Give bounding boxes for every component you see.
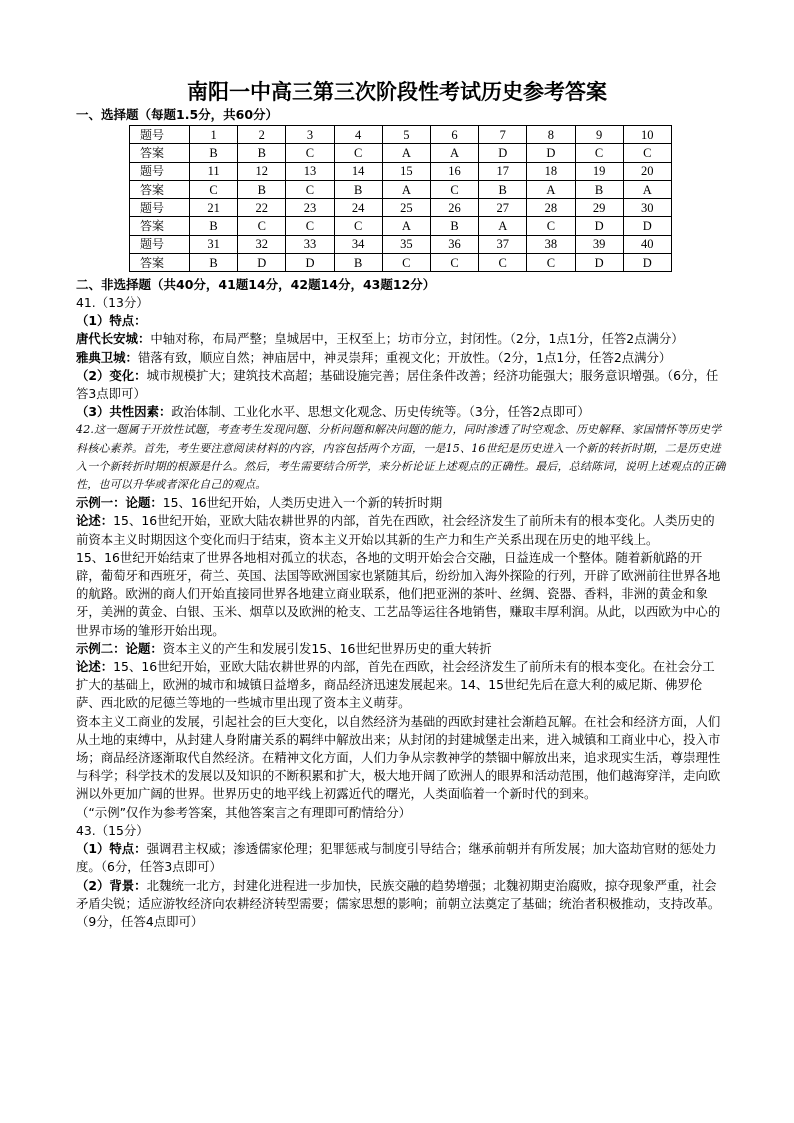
table-cell: B [190, 254, 238, 272]
q42-example2-topic [76, 640, 726, 658]
q41-athens [76, 349, 726, 367]
q42-example2-argument [76, 658, 726, 713]
table-cell: 5 [382, 126, 430, 144]
table-cell: 7 [479, 126, 527, 144]
table-cell: C [190, 180, 238, 198]
q43-part1-label: （1）特点： [76, 841, 147, 857]
table-cell: 32 [238, 235, 286, 253]
table-cell: 6 [430, 126, 478, 144]
table-cell: 30 [623, 199, 671, 217]
q41-part2 [76, 367, 726, 403]
table-cell: 22 [238, 199, 286, 217]
q43-part2-text: 北魏统一北方，封建化进程进一步加快，民族交融的趋势增强；北魏初期吏治腐败，掠夺现象严重，社会矛盾尖锐；适应游牧经济向农耕经济转型需要；儒家思想的影响；前朝立法奠定了基础；统治者积极推动，支持改革。（9分，任答4点即可） [76, 877, 721, 929]
q42-example1-paragraph2: 15、16世纪开始结束了世界各地相对孤立的状态，各地的文明开始会合交融，日益连成一个整体。随着新航路的开辟，葡萄牙和西班牙，荷兰、英国、法国等欧洲国家也紧随其后，纷纷加入海外探险的行列，开辟了欧洲前往世界各地的航路。欧洲的商人们开始直接同世界各地建立商业联系，他们把亚洲的茶叶、丝绸、瓷器、香料，非洲的黄金和象牙，美洲的黄金、白银、玉米、烟草以及欧洲的枪支、工艺品等运往各地销售，赚取丰厚利润。从此，以西欧为中心的世界市场的雏形开始出现。 [76, 549, 721, 638]
table-cell: 26 [430, 199, 478, 217]
table-cell: 28 [527, 199, 575, 217]
table-cell: 27 [479, 199, 527, 217]
table-cell: 3 [286, 126, 334, 144]
ex1-label: 示例一：论题： [76, 495, 163, 511]
table-row [130, 199, 672, 217]
table-row [130, 254, 672, 272]
table-row [130, 217, 672, 235]
table-cell: 36 [430, 235, 478, 253]
athens-text: 错落有致，顺应自然；神庙居中，神灵崇拜；重视文化；开放性。（2分，1点1分，任答2点满分） [137, 349, 672, 365]
table-cell: D [623, 217, 671, 235]
table-cell: B [190, 217, 238, 235]
table-row [130, 235, 672, 253]
ex2-label: 示例二：论题： [76, 640, 163, 656]
ex1-topic: 15、16世纪开始，人类历史进入一个新的转折时期 [162, 495, 443, 511]
table-cell: C [334, 144, 382, 162]
changan-label: 唐代长安城： [76, 331, 151, 347]
q41-heading: 41.（13分） [76, 295, 149, 310]
table-row-header: 答案 [130, 144, 190, 162]
table-cell: C [430, 254, 478, 272]
table-row-header: 题号 [130, 162, 190, 180]
table-cell: 13 [286, 162, 334, 180]
table-cell: C [527, 217, 575, 235]
table-row [130, 180, 672, 198]
table-cell: D [238, 254, 286, 272]
table-cell: 20 [623, 162, 671, 180]
table-cell: C [430, 180, 478, 198]
part2-text: 城市规模扩大；建筑技术高超；基础设施完善；居住条件改善；经济功能强大；服务意识增强。（6分，任答3点即可） [76, 367, 719, 402]
table-cell: C [286, 144, 334, 162]
q41-changan [76, 330, 726, 348]
q43-part2-label: （2）背景： [76, 877, 147, 893]
q42-example1-topic [76, 494, 726, 512]
table-cell: 37 [479, 235, 527, 253]
table-cell: D [286, 254, 334, 272]
table-cell: 2 [238, 126, 286, 144]
table-cell: C [527, 254, 575, 272]
table-cell: C [623, 144, 671, 162]
q43-part1-text: 强调君主权威；渗透儒家伦理；犯罪惩戒与制度引导结合；继承前朝并有所发展；加大盗劫官财的惩处力度。（6分，任答3点即可） [76, 841, 717, 875]
table-cell: D [623, 254, 671, 272]
table-cell: 1 [190, 126, 238, 144]
table-cell: 23 [286, 199, 334, 217]
table-cell: 24 [334, 199, 382, 217]
table-row-header: 答案 [130, 180, 190, 198]
answer-table [129, 125, 672, 272]
table-cell: 8 [527, 126, 575, 144]
ex1-arg: 15、16世纪开始，亚欧大陆农耕世界的内部，首先在西欧，社会经济发生了前所未有的根本变化。人类历史的前资本主义时期因这个变化而归于结束，资本主义开始以其新的生产力和生产关系出现在历史的地平线上。 [76, 513, 715, 547]
table-cell: A [623, 180, 671, 198]
table-cell: 25 [382, 199, 430, 217]
table-row-header: 题号 [130, 235, 190, 253]
table-cell: A [382, 180, 430, 198]
section-essay-heading: 二、非选择题（共40分，41题14分，42题14分，43题12分） [76, 277, 436, 292]
page-title: 南阳一中高三第三次阶段性考试历史参考答案 [187, 79, 607, 104]
table-cell: C [286, 217, 334, 235]
table-cell: 19 [575, 162, 623, 180]
table-cell: 31 [190, 235, 238, 253]
table-cell: B [334, 254, 382, 272]
table-cell: 39 [575, 235, 623, 253]
athens-label: 雅典卫城： [76, 349, 138, 365]
table-cell: 10 [623, 126, 671, 144]
table-cell: A [479, 217, 527, 235]
table-cell: C [334, 217, 382, 235]
table-cell: D [527, 144, 575, 162]
table-cell: B [575, 180, 623, 198]
table-cell: C [575, 144, 623, 162]
part3-text: 政治体制、工业化水平、思想文化观念、历史传统等。（3分，任答2点即可） [171, 404, 590, 420]
table-cell: A [382, 217, 430, 235]
changan-text: 中轴对称，布局严整；皇城居中，王权至上；坊市分立，封闭性。（2分，1点1分，任答2点满分） [150, 331, 684, 347]
table-cell: 38 [527, 235, 575, 253]
table-cell: 33 [286, 235, 334, 253]
table-row-header: 题号 [130, 126, 190, 144]
table-row-header: 答案 [130, 254, 190, 272]
table-cell: 9 [575, 126, 623, 144]
table-cell: A [382, 144, 430, 162]
table-cell: A [527, 180, 575, 198]
table-row [130, 126, 672, 144]
ex1-arg-label: 论述： [76, 513, 114, 529]
table-cell: C [382, 254, 430, 272]
q43-heading: 43.（15分） [76, 822, 149, 838]
table-cell: B [334, 180, 382, 198]
table-cell: B [479, 180, 527, 198]
table-row [130, 144, 672, 162]
section-choice-heading: 一、选择题（每题1.5分，共60分） [76, 107, 279, 122]
table-cell: 12 [238, 162, 286, 180]
table-cell: 17 [479, 162, 527, 180]
table-cell: 4 [334, 126, 382, 144]
q43-part1 [76, 840, 726, 876]
table-cell: B [238, 144, 286, 162]
table-row [130, 162, 672, 180]
table-cell: C [479, 254, 527, 272]
table-cell: B [430, 217, 478, 235]
table-cell: 34 [334, 235, 382, 253]
table-cell: C [286, 180, 334, 198]
ex2-topic: 资本主义的产生和发展引发15、16世纪世界历史的重大转折 [162, 640, 492, 656]
table-cell: 15 [382, 162, 430, 180]
q41-part3 [76, 403, 726, 421]
table-cell: 14 [334, 162, 382, 180]
table-cell: B [238, 180, 286, 198]
table-cell: C [238, 217, 286, 235]
table-cell: 35 [382, 235, 430, 253]
essay-answers [76, 294, 726, 931]
q42-example1-argument [76, 512, 726, 548]
q42-footnote: （“示例”仅作为参考答案，其他答案言之有理即可酌情给分） [76, 804, 411, 820]
table-cell: B [190, 144, 238, 162]
q42-example2-paragraph2: 资本主义工商业的发展，引起社会的巨大变化，以自然经济为基础的西欧封建社会渐趋瓦解。在社会和经济方面，人们从土地的束缚中，从封建人身附庸关系的羁绊中解放出来；从封闭的封建城堡走出来，进入城镇和工商业中心，投入市场；商品经济逐渐取代自然经济。在精神文化方面，人们力争从宗教神学的禁锢中解放出来，追求现实生活，尊崇理性与科学；科学技术的发展以及知识的不断积累和扩大，极大地开阔了欧洲人的眼界和活动范围，他们越海穿洋，走向欧洲以外更加广阔的世界。世界历史的地平线上初露近代的曙光，人类面临着一个新时代的到来。 [76, 713, 721, 802]
table-cell: A [430, 144, 478, 162]
ex2-arg-label: 论述： [76, 659, 114, 675]
table-cell: 21 [190, 199, 238, 217]
table-row-header: 题号 [130, 199, 190, 217]
table-cell: D [575, 217, 623, 235]
table-cell: D [479, 144, 527, 162]
table-cell: 11 [190, 162, 238, 180]
table-cell: 16 [430, 162, 478, 180]
q41-part1-label: （1）特点： [76, 313, 147, 329]
ex2-arg: 15、16世纪开始，亚欧大陆农耕世界的内部，首先在西欧，社会经济发生了前所未有的根本变化。在社会分工扩大的基础上，欧洲的城市和城镇日益增多，商品经济迅速发展起来。14、15世纪先后在意大利的威尼斯、佛罗伦萨、西北欧的尼德兰等地的一些城市里出现了资本主义萌芽。 [76, 659, 715, 711]
table-cell: 40 [623, 235, 671, 253]
part3-label: （3）共性因素： [76, 404, 172, 420]
table-row-header: 答案 [130, 217, 190, 235]
part2-label: （2）变化： [76, 367, 147, 383]
q43-part2 [76, 877, 726, 932]
table-cell: 29 [575, 199, 623, 217]
table-cell: 18 [527, 162, 575, 180]
table-cell: D [575, 254, 623, 272]
q42-note: 42.这一题属于开放性试题，考查考生发现问题、分析问题和解决问题的能力，同时渗透了时空观念、历史解释、家国情怀等历史学科核心素养。首先，考生要注意阅读材料的内容，内容包括两个方面，一是15、16世纪是历史进入一个新的转折时期，二是历史进入一个新转折时期的根源是什么。然后，考生需要结合所学，来分析论证上述观点的正确性。最后，总结陈词，说明上述观点的正确性，也可以升华或者深化自己的观点。 [76, 423, 726, 492]
